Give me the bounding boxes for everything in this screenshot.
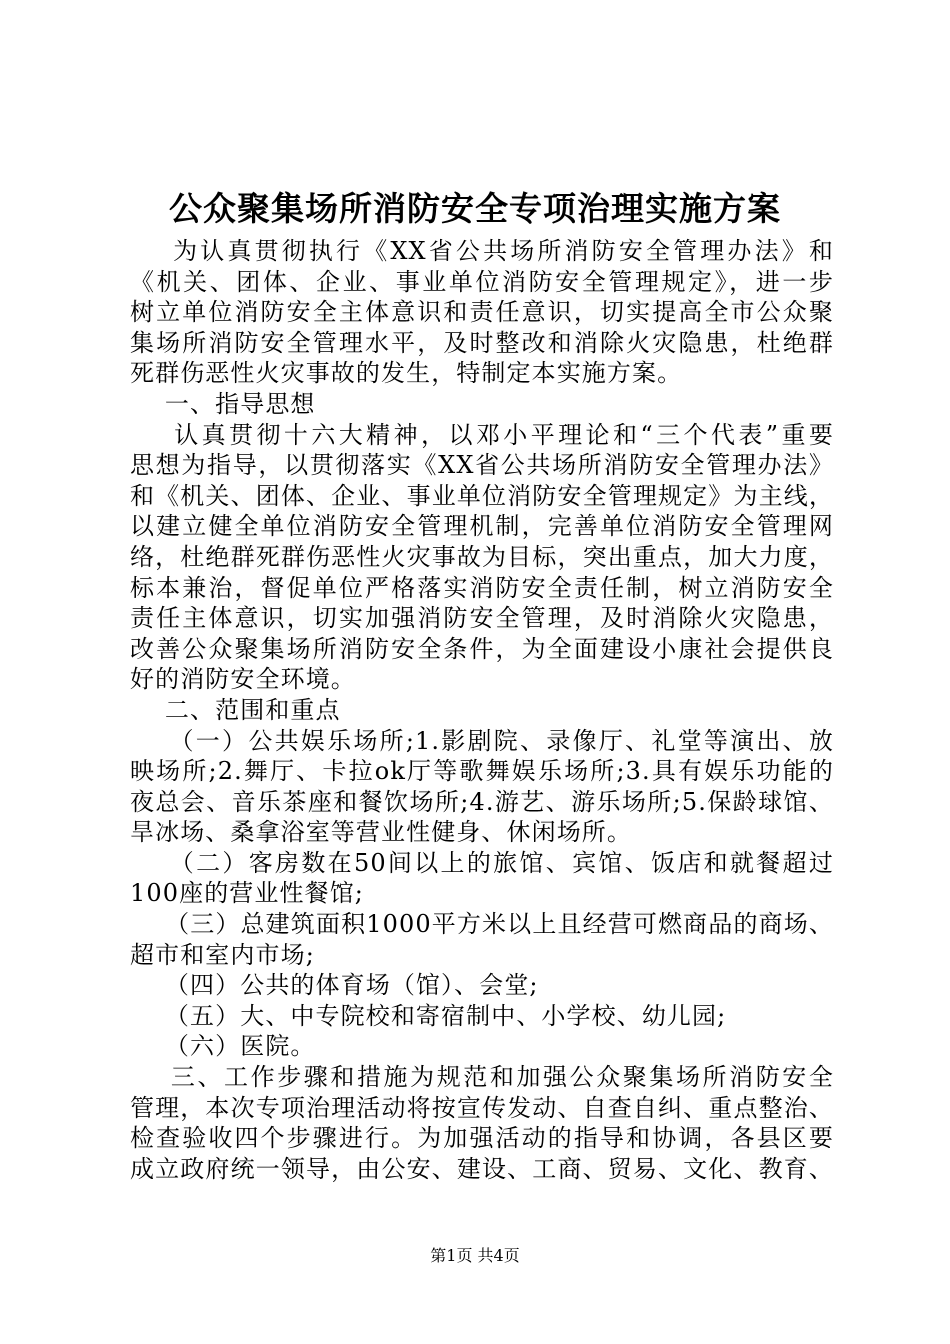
text-line: 认真贯彻十六大精神，以邓小平理论和“三个代表”重要 bbox=[130, 420, 834, 449]
text-line: 好的消防安全环境。 bbox=[130, 665, 356, 694]
text-line: 络，杜绝群死群伤恶性火灾事故为目标，突出重点，加大力度， bbox=[130, 542, 834, 571]
text-line: 改善公众聚集场所消防安全条件，为全面建设小康社会提供良 bbox=[130, 634, 834, 663]
text-line: 二、范围和重点 bbox=[130, 695, 341, 724]
text-line: 映场所;2.舞厅、卡拉ok厅等歌舞娱乐场所;3.具有娱乐功能的 bbox=[130, 757, 834, 786]
document-body bbox=[130, 236, 834, 1184]
text-line: 标本兼治，督促单位严格落实消防安全责任制，树立消防安全 bbox=[130, 573, 834, 602]
text-line: （一）公共娱乐场所;1.影剧院、录像厅、礼堂等演出、放 bbox=[130, 726, 834, 755]
text-line: 为认真贯彻执行《XX省公共场所消防安全管理办法》和 bbox=[130, 237, 834, 265]
text-line: （五）大、中专院校和寄宿制中、小学校、幼儿园; bbox=[130, 1001, 727, 1030]
text-line: 100座的营业性餐馆; bbox=[130, 879, 364, 908]
text-line: 集场所消防安全管理水平，及时整改和消除火灾隐患，杜绝群 bbox=[130, 328, 834, 357]
text-line: 《机关、团体、企业、事业单位消防安全管理规定》，进一步 bbox=[130, 267, 834, 296]
text-line: 责任主体意识，切实加强消防安全管理，及时消除火灾隐患， bbox=[130, 604, 834, 633]
text-line: 三、工作步骤和措施为规范和加强公众聚集场所消防安全 bbox=[130, 1063, 834, 1092]
text-line: 一、指导思想 bbox=[130, 389, 316, 418]
text-line: （二）客房数在50间以上的旅馆、宾馆、饭店和就餐超过 bbox=[130, 848, 834, 877]
text-line: 思想为指导，以贯彻落实《XX省公共场所消防安全管理办法》 bbox=[130, 451, 834, 480]
text-line: 和《机关、团体、企业、事业单位消防安全管理规定》为主线， bbox=[130, 481, 834, 510]
document-title: 公众聚集场所消防安全专项治理实施方案 bbox=[169, 189, 781, 228]
text-line: 管理，本次专项治理活动将按宣传发动、自查自纠、重点整治、 bbox=[130, 1093, 834, 1122]
text-line: 死群伤恶性火灾事故的发生，特制定本实施方案。 bbox=[130, 359, 683, 388]
text-line: 树立单位消防安全主体意识和责任意识，切实提高全市公众聚 bbox=[130, 298, 834, 327]
text-line: 超市和室内市场; bbox=[130, 940, 315, 969]
text-line: （四）公共的体育场（馆）、会堂; bbox=[130, 971, 539, 1000]
text-line: 夜总会、音乐茶座和餐饮场所;4.游艺、游乐场所;5.保龄球馆、 bbox=[130, 787, 834, 816]
text-line: 以建立健全单位消防安全管理机制，完善单位消防安全管理网 bbox=[130, 512, 834, 541]
text-line: 成立政府统一领导，由公安、建设、工商、贸易、文化、教育、 bbox=[130, 1154, 834, 1183]
text-line: （三）总建筑面积1000平方米以上且经营可燃商品的商场、 bbox=[130, 910, 834, 939]
page-footer: 第1页 共4页 bbox=[430, 1246, 520, 1265]
text-line: 检查验收四个步骤进行。为加强活动的指导和协调，各县区要 bbox=[130, 1124, 834, 1153]
text-line: （六）医院。 bbox=[130, 1032, 316, 1061]
text-line: 旱冰场、桑拿浴室等营业性健身、休闲场所。 bbox=[130, 818, 632, 847]
